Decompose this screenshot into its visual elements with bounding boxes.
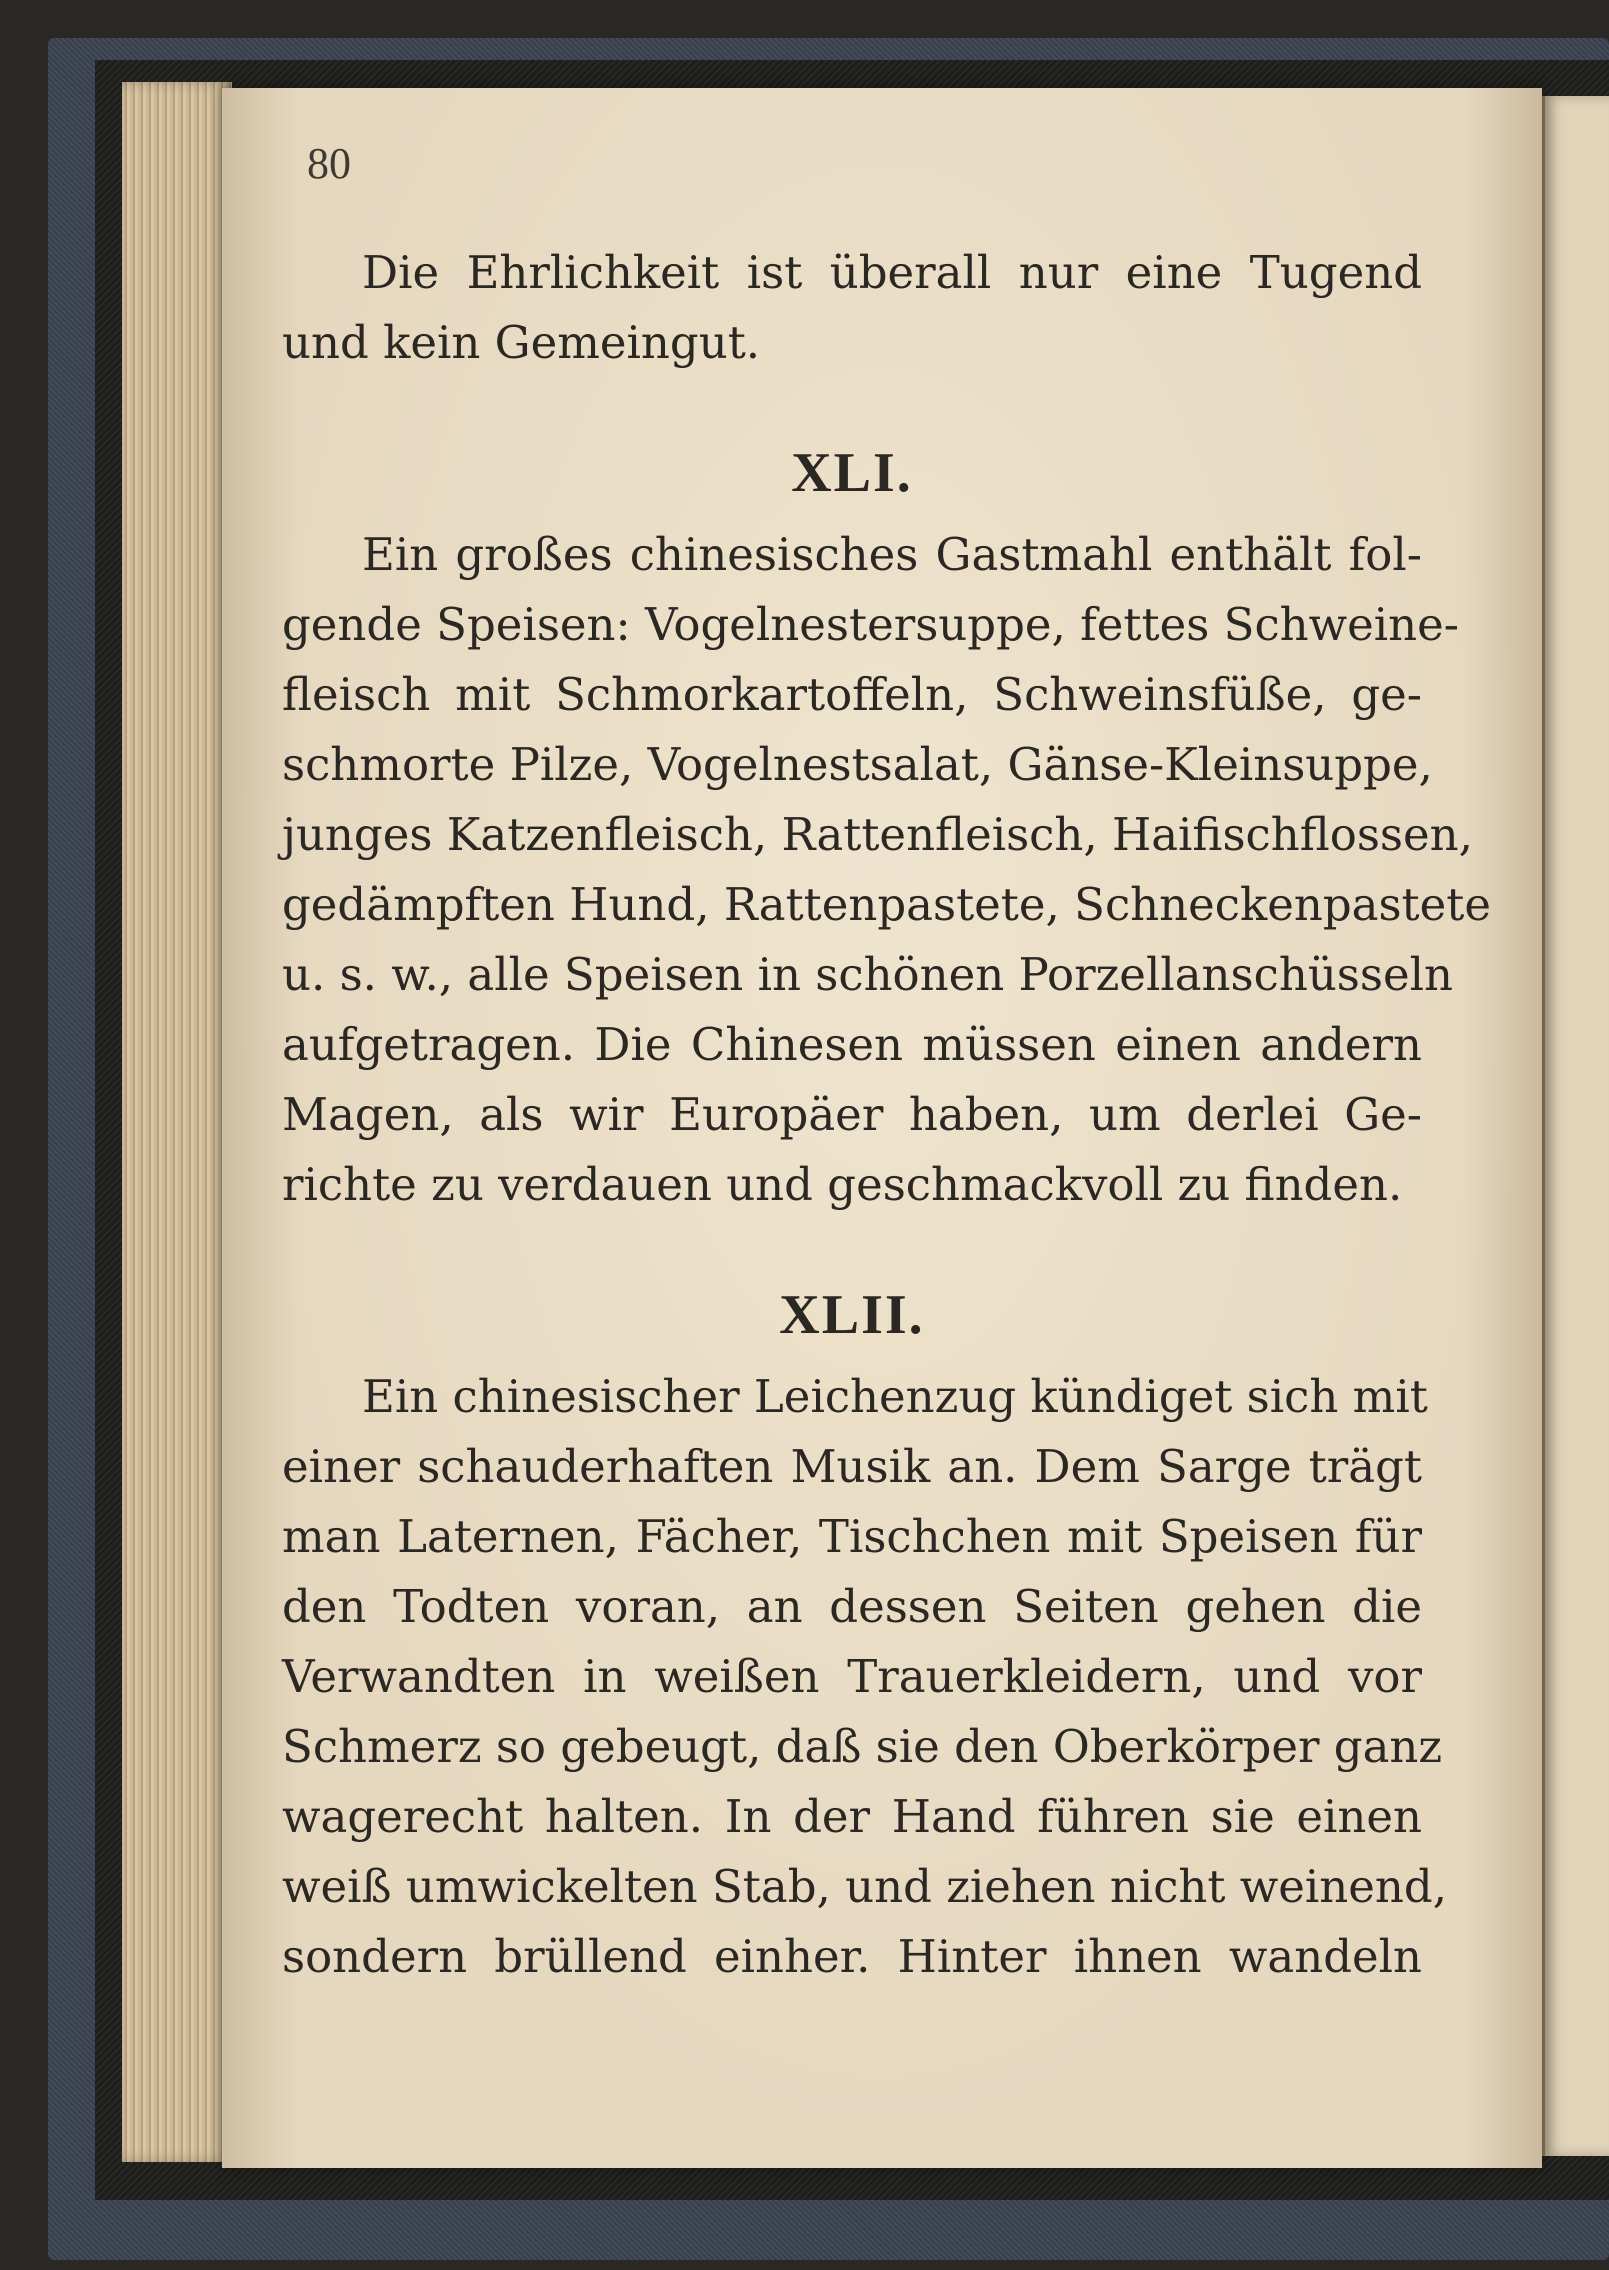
text-line: Ein chinesischer Leichenzug kündiget sich mit (362, 1370, 1428, 1423)
text-line: Verwandten in weißen Trauerkleidern, und vor (282, 1650, 1422, 1703)
text-line: schmorte Pilze, Vogelnestsalat, Gänse-Kleinsuppe, (282, 738, 1433, 791)
text-line: Ein großes chinesisches Gastmahl enthält fol- (362, 528, 1422, 581)
section-heading-41: XLI. (791, 442, 913, 504)
page-number: 80 (307, 139, 351, 188)
text-line: Die Ehrlichkeit ist überall nur eine Tugend (362, 246, 1422, 299)
text-line: Schmerz so gebeugt, daß sie den Oberkörper ganz (282, 1720, 1443, 1773)
page-text (282, 238, 1491, 1992)
page-edges (122, 82, 232, 2162)
next-page-edge (1542, 96, 1609, 2156)
text-line: junges Katzenfleisch, Rattenfleisch, Haifischflossen, (282, 808, 1473, 861)
text-line: man Laternen, Fächer, Tischchen mit Speisen für (282, 1510, 1422, 1563)
text-line: einer schauderhaften Musik an. Dem Sarge trägt (282, 1440, 1422, 1493)
text-line: gedämpften Hund, Rattenpastete, Schneckenpastete (282, 878, 1491, 931)
text-line: sondern brüllend einher. Hinter ihnen wandeln (282, 1930, 1422, 1983)
text-line: fleisch mit Schmorkartoffeln, Schweinsfüße, ge- (282, 668, 1422, 721)
text-line: weiß umwickelten Stab, und ziehen nicht weinend, (282, 1860, 1448, 1913)
text-line: den Todten voran, an dessen Seiten gehen die (282, 1580, 1422, 1633)
text-line: aufgetragen. Die Chinesen müssen einen andern (282, 1018, 1422, 1071)
section-heading-42: XLII. (779, 1284, 925, 1346)
book-page (222, 88, 1542, 2168)
text-line: Magen, als wir Europäer haben, um derlei Ge- (282, 1088, 1422, 1141)
text-line: wagerecht halten. In der Hand führen sie einen (282, 1790, 1422, 1843)
text-line: u. s. w., alle Speisen in schönen Porzellanschüsseln (282, 948, 1453, 1001)
text-line: richte zu verdauen und geschmackvoll zu finden. (282, 1158, 1403, 1211)
text-line: gende Speisen: Vogelnestersuppe, fettes Schweine- (282, 598, 1459, 651)
text-line: und kein Gemeingut. (282, 316, 761, 369)
